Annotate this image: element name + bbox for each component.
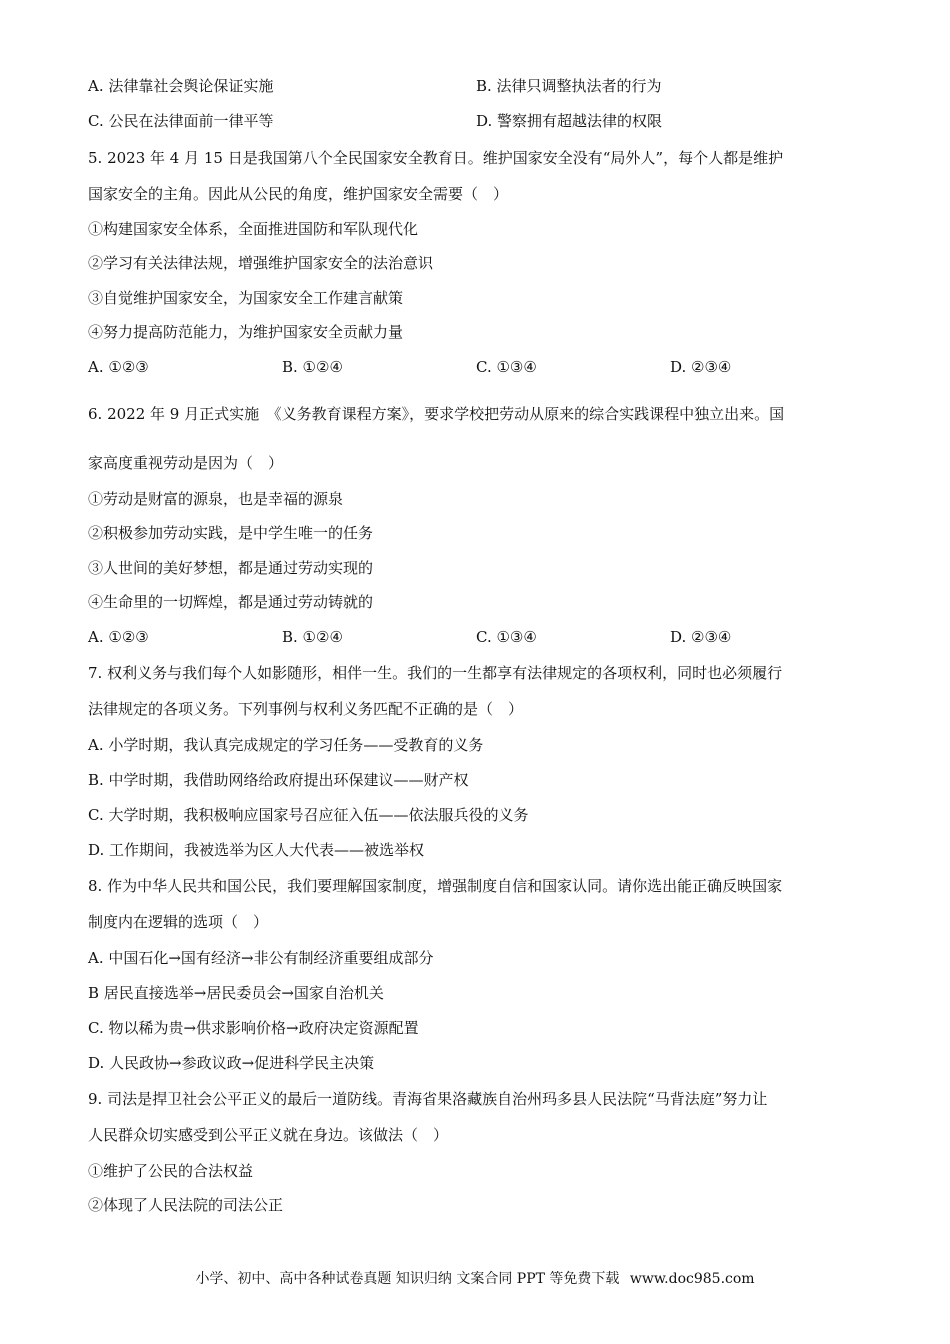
footer-text: 小学、初中、高中各种试卷真题 知识归纳 文案合同 PPT 等免费下载: [195, 1271, 620, 1287]
q8-option-d: D. 人民政协→参政议政→促进科学民主决策: [88, 1054, 375, 1072]
q9-item-1: ①维护了公民的合法权益: [88, 1162, 254, 1180]
q5-option-b: B. ①②④: [282, 358, 343, 376]
q6-option-a: A. ①②③: [88, 628, 149, 646]
q8-stem-line1: 8. 作为中华人民共和国公民，我们要理解国家制度，增强制度自信和国家认同。请你选出能正确反映国家: [88, 877, 783, 895]
q9-stem-line1: 9. 司法是捍卫社会公平正义的最后一道防线。青海省果洛藏族自治州玛多县人民法院“马背法庭”努力让: [88, 1090, 768, 1108]
q8-option-c: C. 物以稀为贵→供求影响价格→政府决定资源配置: [88, 1019, 419, 1037]
q5-option-c: C. ①③④: [476, 358, 537, 376]
q8-stem-line2: 制度内在逻辑的选项（ ）: [88, 913, 269, 931]
q6-item-4: ④生命里的一切辉煌，都是通过劳动铸就的: [88, 593, 374, 611]
page-footer: [0, 1269, 950, 1289]
q7-option-a: A. 小学时期，我认真完成规定的学习任务——受教育的义务: [88, 736, 484, 754]
q6-option-b: B. ①②④: [282, 628, 343, 646]
q4-option-a: A. 法律靠社会舆论保证实施: [88, 77, 274, 95]
q5-item-3: ③自觉维护国家安全，为国家安全工作建言献策: [88, 289, 404, 307]
q6-option-c: C. ①③④: [476, 628, 537, 646]
q4-option-d: D. 警察拥有超越法律的权限: [476, 112, 663, 130]
q6-item-2: ②积极参加劳动实践，是中学生唯一的任务: [88, 524, 374, 542]
q9-item-2: ②体现了人民法院的司法公正: [88, 1196, 284, 1214]
footer-link[interactable]: www.doc985.com: [629, 1271, 755, 1287]
q9-stem-line2: 人民群众切实感受到公平正义就在身边。该做法（ ）: [88, 1126, 449, 1144]
q7-stem-line2: 法律规定的各项义务。下列事例与权利义务匹配不正确的是（ ）: [88, 700, 524, 718]
q8-option-b: B 居民直接选举→居民委员会→国家自治机关: [88, 984, 384, 1002]
q7-option-c: C. 大学时期，我积极响应国家号召应征入伍——依法服兵役的义务: [88, 806, 529, 824]
q6-option-d: D. ②③④: [670, 628, 732, 646]
q8-option-a: A. 中国石化→国有经济→非公有制经济重要组成部分: [88, 949, 434, 967]
q5-option-d: D. ②③④: [670, 358, 732, 376]
q7-option-b: B. 中学时期，我借助网络给政府提出环保建议——财产权: [88, 771, 469, 789]
q4-option-c: C. 公民在法律面前一律平等: [88, 112, 274, 130]
q4-option-b: B. 法律只调整执法者的行为: [476, 77, 662, 95]
q5-stem-line1: 5. 2023 年 4 月 15 日是我国第八个全民国家安全教育日。维护国家安全没有“局外人”，每个人都是维护: [88, 149, 784, 167]
q5-item-4: ④努力提高防范能力，为维护国家安全贡献力量: [88, 323, 404, 341]
q5-option-a: A. ①②③: [88, 358, 149, 376]
q6-item-3: ③人世间的美好梦想，都是通过劳动实现的: [88, 559, 374, 577]
q5-item-1: ①构建国家安全体系，全面推进国防和军队现代化: [88, 220, 419, 238]
q6-item-1: ①劳动是财富的源泉，也是幸福的源泉: [88, 490, 344, 508]
q6-stem-line1: 6. 2022 年 9 月正式实施 《义务教育课程方案》，要求学校把劳动从原来的综合实践课程中独立出来。国: [88, 405, 785, 423]
q7-stem-line1: 7. 权利义务与我们每个人如影随形，相伴一生。我们的一生都享有法律规定的各项权利，同时也必须履行: [88, 664, 783, 682]
q7-option-d: D. 工作期间，我被选举为区人大代表——被选举权: [88, 841, 425, 859]
q5-item-2: ②学习有关法律法规，增强维护国家安全的法治意识: [88, 254, 434, 272]
q6-stem-line2: 家高度重视劳动是因为（ ）: [88, 454, 284, 472]
q5-stem-line2: 国家安全的主角。因此从公民的角度，维护国家安全需要（ ）: [88, 185, 509, 203]
